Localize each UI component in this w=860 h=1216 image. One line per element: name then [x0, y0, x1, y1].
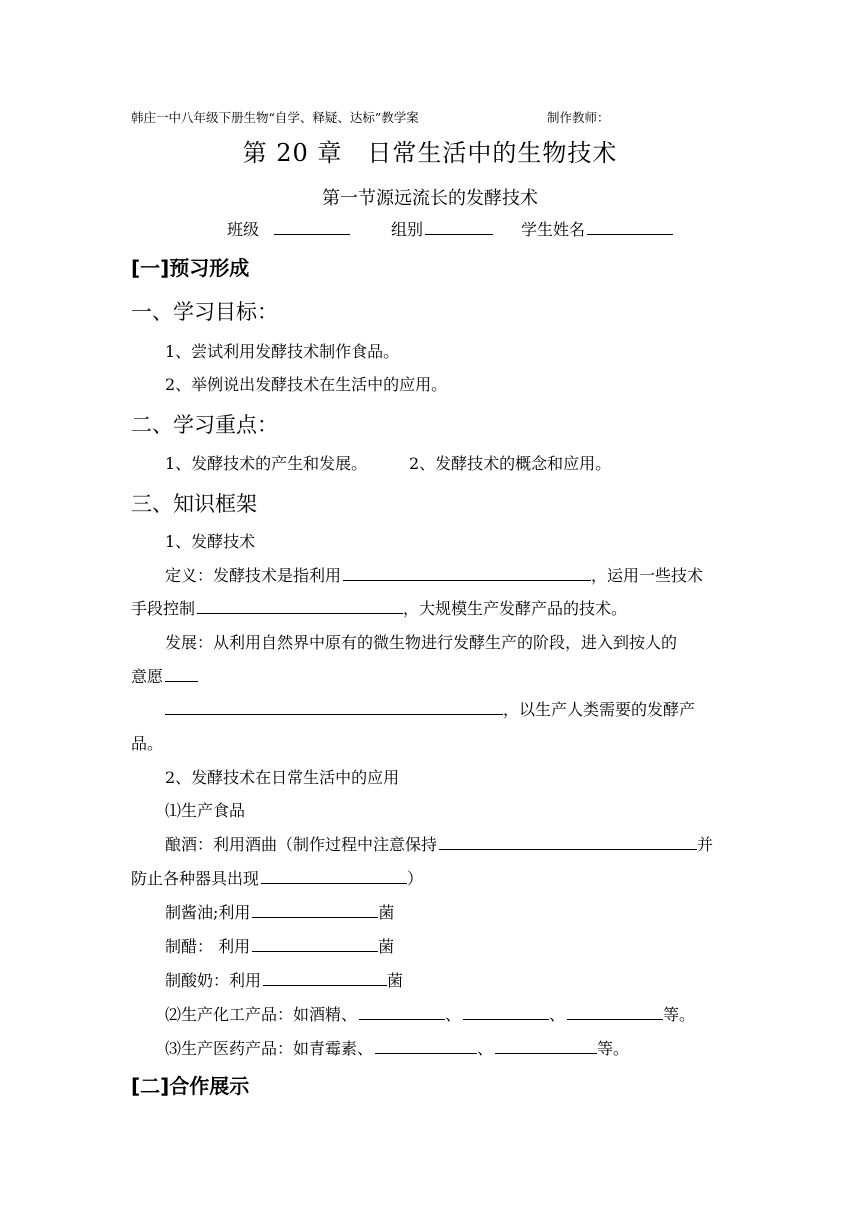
- goals-heading: 一、学习目标：: [131, 300, 278, 324]
- wine-line: 酿酒：利用酒曲（制作过程中注意保持 并: [165, 835, 714, 854]
- cooperation-heading: [二]合作展示: [131, 1074, 250, 1098]
- development-blank: [165, 700, 503, 715]
- definition-line: 定义：发酵技术是指利用 ，运用一些技术: [165, 566, 704, 585]
- chemical-blank: [463, 1005, 549, 1020]
- vinegar-blank: [252, 937, 378, 952]
- medicine-line: ⑶生产医药产品：如青霉素、 、 等。: [165, 1039, 630, 1058]
- chapter-title: 第 20 章 日常生活中的生物技术: [242, 139, 618, 167]
- header-teacher: 制作教师：: [547, 110, 610, 125]
- vinegar-line: 制醋： 利用 菌: [165, 937, 395, 956]
- preview-heading: [一]预习形成: [131, 256, 250, 280]
- yogurt-blank: [263, 971, 387, 986]
- soy-blank: [252, 903, 378, 918]
- group-label: 组别: [391, 220, 424, 239]
- framework-heading: 三、知识框架: [131, 492, 257, 516]
- key-item: 1、发酵技术的产生和发展。: [165, 454, 368, 473]
- framework-item: 2、发酵技术在日常生活中的应用: [165, 768, 400, 787]
- soy-line: 制酱油;利用 菌: [165, 903, 395, 922]
- chemical-blank: [567, 1005, 663, 1020]
- medicine-blank: [495, 1039, 597, 1054]
- definition-blank: [343, 566, 591, 581]
- wine-blank: [439, 835, 697, 850]
- header-school: 韩庄一中八年级下册生物“自学、释疑、达标”教学案: [131, 110, 419, 125]
- group-field: [391, 217, 493, 240]
- wine-line: 防止各种器具出现 ）: [131, 869, 424, 888]
- development-line: 意愿: [131, 664, 198, 687]
- food-heading: ⑴生产食品: [165, 801, 246, 820]
- definition-blank: [197, 599, 403, 614]
- section-title: 第一节源远流长的发酵技术: [322, 188, 538, 209]
- name-field: [521, 217, 673, 240]
- class-field: [227, 217, 350, 240]
- development-line: 发展：从利用自然界中原有的微生物进行发酵生产的阶段，进入到按人的: [165, 633, 678, 652]
- definition-line: 手段控制 ，大规模生产发酵产品的技术。: [131, 599, 628, 618]
- chemical-line: ⑵生产化工产品：如酒精、 、 、 等。: [165, 1005, 696, 1024]
- name-blank: [587, 220, 673, 235]
- key-heading: 二、学习重点：: [131, 413, 278, 437]
- framework-item: 1、发酵技术: [165, 532, 256, 551]
- key-item: 2、发酵技术的概念和应用。: [409, 454, 612, 473]
- goal-item: 1、尝试利用发酵技术制作食品。: [165, 342, 400, 361]
- name-label: 学生姓名: [521, 220, 586, 239]
- chemical-blank: [359, 1005, 445, 1020]
- class-blank: [274, 220, 350, 235]
- yogurt-line: 制酸奶：利用 菌: [165, 971, 404, 990]
- development-line: ，以生产人类需要的发酵产: [165, 697, 695, 720]
- wine-blank: [261, 869, 407, 884]
- group-blank: [425, 220, 493, 235]
- development-blank: [165, 667, 198, 682]
- medicine-blank: [375, 1039, 477, 1054]
- class-label: 班级: [227, 220, 260, 239]
- development-line: 品。: [131, 734, 164, 753]
- goal-item: 2、举例说出发酵技术在生活中的应用。: [165, 375, 448, 394]
